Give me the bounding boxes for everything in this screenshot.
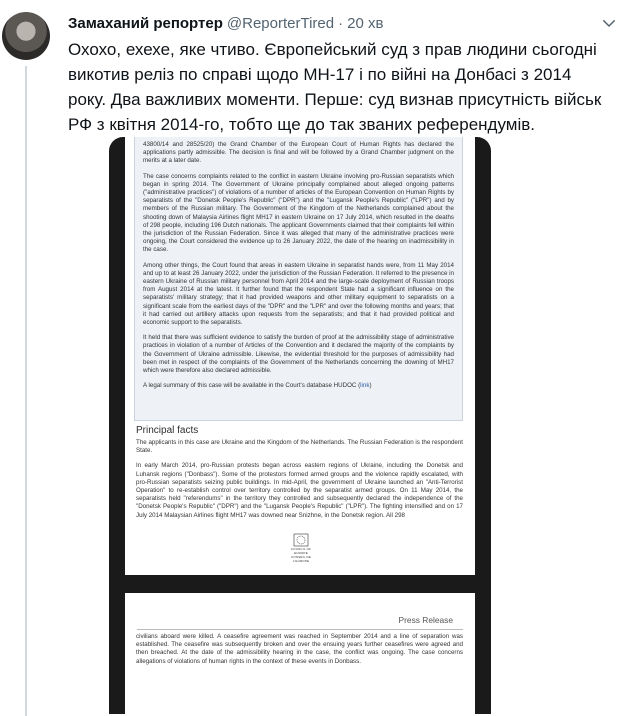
header-rule — [137, 629, 463, 630]
logo-emblem-icon — [293, 533, 309, 547]
logo-text-bottom: CONSEIL DE L'EUROPE — [290, 555, 312, 563]
facts-body — [136, 439, 463, 527]
summary-box — [134, 137, 463, 421]
author-name[interactable]: Замаханий репортер — [68, 14, 223, 32]
tweet-time[interactable]: 20 хв — [347, 14, 384, 32]
author-handle[interactable]: @ReporterTired — [226, 14, 335, 32]
separator-dot: · — [338, 14, 344, 32]
legal-summary-end: ) — [369, 382, 372, 390]
tweet-text — [68, 37, 616, 137]
tweet-text-line: РФ з квітня 2014-го, тобто ще до так званих референдумів. — [68, 115, 536, 134]
page2-paragraph: civilians aboard were killed. A ceasefire agreement was reached in September 2014 and a line of separation was established. The ceasefire was subsequently broken and over the ensuing years further ceasefires were agreed and then breached. At the date of the admissibility hearing in the case, the conflict was ongoing. The case concerns allegations of violations of human rights in the context of these events in Donbass. — [136, 633, 463, 665]
document-page-2 — [125, 593, 475, 714]
principal-facts-heading: Principal facts — [136, 425, 199, 436]
summary-paragraph: The case concerns complaints related to the conflict in eastern Ukraine involving pro-Russian separatists which began in spring 2014. The Government of Ukraine principally complained about alleged ongoing patterns ("administrative practices") of violations of a number of articles of the European Convention on Human Rights by separatists of the "Donetsk People's Republic" ("DPR") and the "Lugansk People's Republic" ("LPR") and by members of the Russian military. The Government of the Kingdom of the Netherlands complained about the shooting down of Malaysia Airlines flight MH17 in eastern Ukraine on 17 July 2014, which resulted in the deaths of 298 people, including 196 Dutch nationals. The applicant Governments claimed that their complaints fell within the jurisdiction of the Russian Federation. Since it was alleged that many of the administrative practices were ongoing, the Court considered the evidence up to 26 January 2022, the date of the hearing on inadmissibility in the case. — [143, 172, 454, 254]
author-avatar[interactable] — [2, 12, 50, 60]
tweet-text-line: Охохо, ехехе, яке чтиво. Європейський суд з прав людини сьогодні — [68, 40, 597, 59]
legal-summary-text: A legal summary of this case will be available in the Court's database HUDOC ( — [143, 382, 361, 390]
tweet-text-line: викотив реліз по справі щодо МН-17 і по війні на Донбасі з 2014 — [68, 65, 572, 84]
summary-paragraph: It held that there was sufficient evidence to satisfy the burden of proof at the admissibility stage of administrative practices in violation of a number of Articles of the Convention and it declared the majority of the complaints by the Government of Ukraine admissible. Likewise, the evidential threshold for the purposes of admissibility had been met in respect of the complaints of the Government of the Netherlands concerning the downing of MH17 which were therefore also declared admissible. — [143, 334, 454, 375]
facts-paragraph: In early March 2014, pro-Russian protests began across eastern regions of Ukraine, including the Donetsk and Luhansk regions ("Donbass"). Some of the protestors formed armed groups and the violence rapidly escalated, with pro-Russian separatists seizing public buildings. In mid-April, the government of Ukraine launched an "Anti-Terrorist Operation" to re-establish control over territory controlled by the separatist armed groups. On 11 May 2014, the separatists held "referendums" in the territory they controlled and subsequently declared the independence of the "Donetsk People's Republic" ("DPR") and the "Lugansk People's Republic" ("LPR"). The fighting intensified and on 17 July 2014 Malaysian Airlines flight MH17 was downed near Snizhne, in the Donetsk region. All 298 — [136, 462, 463, 519]
council-of-europe-logo — [287, 533, 315, 563]
thread-line — [25, 66, 27, 716]
summary-paragraph: 43800/14 and 28525/20) the Grand Chamber of the European Court of Human Rights has declared the applications partly admissible. The decision is final and will be followed by a Grand Chamber judgment on the merits at a later date. — [143, 141, 454, 165]
facts-paragraph: The applicants in this case are Ukraine and the Kingdom of the Netherlands. The Russian Federation is the respondent State. — [136, 439, 463, 455]
summary-paragraph: Among other things, the Court found that areas in eastern Ukraine in separatist hands were, from 11 May 2014 and up to at least 26 January 2022, under the jurisdiction of the Russian Federation. It referred to the presence in eastern Ukraine of Russian military personnel from April 2014 and the large-scale deployment of Russian troops from August 2014 at the latest. It further found that the respondent State had a significant influence on the separatists' military strategy; that it had provided weapons and other military equipment to separatists on a significant scale from the earliest days of the "DPR" and the "LPR" and over the following months and years; that it had carried out artillery attacks upon requests from the separatists; and that it had provided political and economic support to the separatists. — [143, 261, 454, 327]
tweet-image[interactable] — [109, 137, 491, 714]
hudoc-link: link — [360, 382, 370, 390]
logo-text-top: COUNCIL OF EUROPE — [290, 547, 312, 555]
more-options-icon[interactable] — [600, 14, 618, 32]
document-page — [125, 137, 475, 575]
tweet-header — [68, 12, 383, 34]
legal-summary-line — [143, 382, 454, 390]
tweet-text-line: року. Два важливих моменти. Перше: суд визнав присутність військ — [68, 90, 602, 109]
page2-body — [136, 633, 463, 673]
press-release-header: Press Release — [398, 615, 453, 625]
